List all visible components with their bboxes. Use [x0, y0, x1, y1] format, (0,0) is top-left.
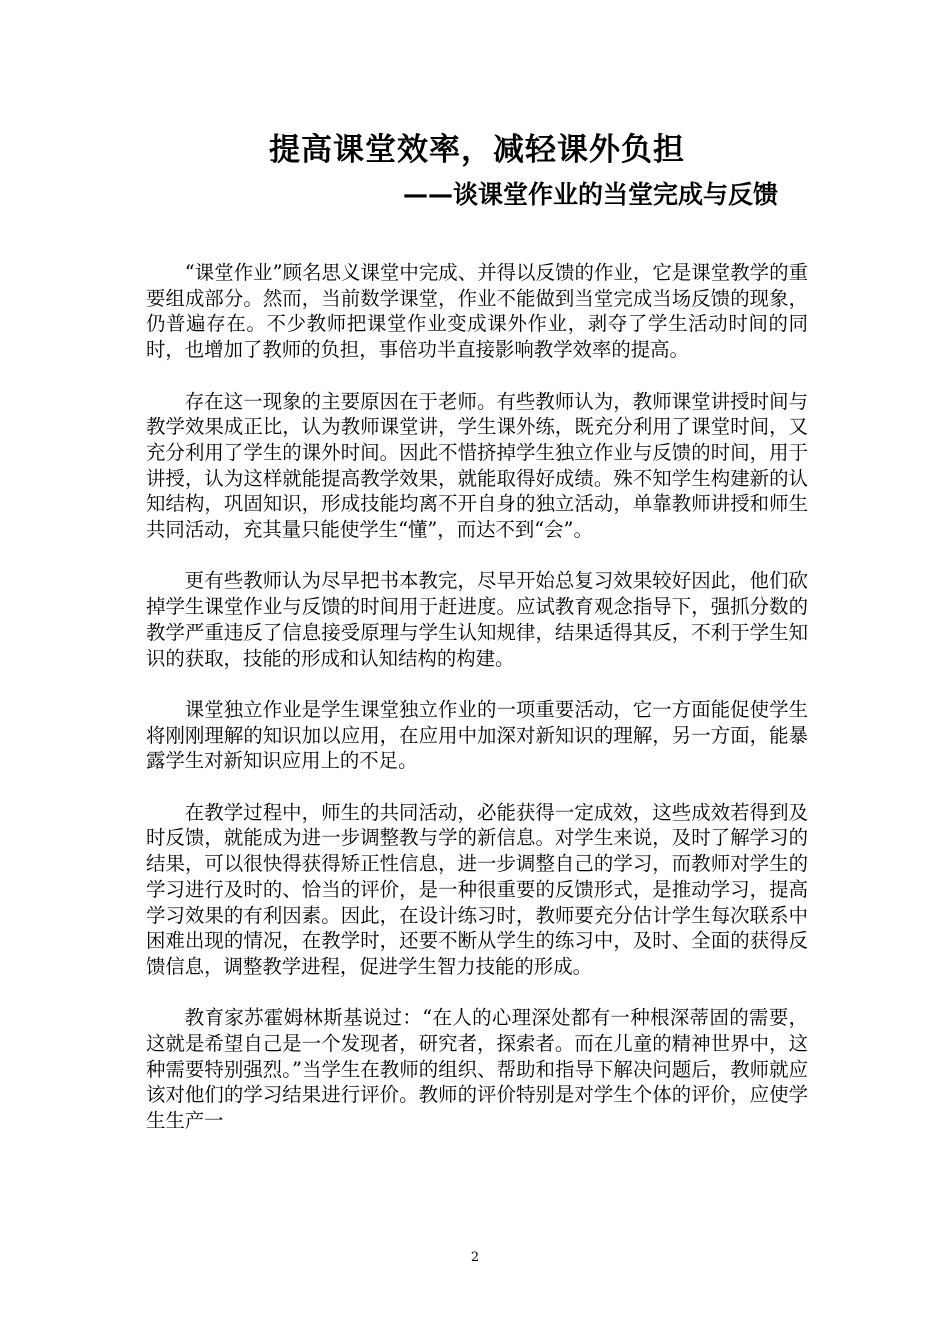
document-title: 提高课堂效率，减轻课外负担 [269, 132, 685, 168]
paragraph: 在教学过程中，师生的共同活动，必能获得一定成效，这些成效若得到及时反馈，就能成为进一步调整教与学的新信息。对学生来说，及时了解学习的结果，可以很快得获得矫正性信息，进一步调整自己的学习，而教师对学生的学习进行及时的、恰当的评价，是一种很重要的反馈形式，是推动学习，提高学习效果的有利因素。因此，在设计练习时，教师要充分估计学生每次联系中困难出现的情况，在教学时，还要不断从学生的练习中，及时、全面的获得反馈信息，调整教学进程，促进学生智力技能的形成。 [146, 800, 808, 978]
paragraph: “课堂作业”顾名思义课堂中完成、并得以反馈的作业，它是课堂教学的重要组成部分。然而，当前数学课堂，作业不能做到当堂完成当场反馈的现象，仍普遍存在。不少教师把课堂作业变成课外作业，剥夺了学生活动时间的同时，也增加了教师的负担，事倍功半直接影响教学效率的提高。 [146, 261, 808, 362]
document-page [146, 128, 808, 1160]
paragraph: 教育家苏霍姆林斯基说过：“在人的心理深处都有一种根深蒂固的需要，这就是希望自己是一个发现者，研究者，探索者。而在儿童的精神世界中，这种需要特别强烈。”当学生在教师的组织、帮助和指导下解决问题后，教师就应该对他们的学习结果进行评价。教师的评价特别是对学生个体的评价，应使学生生产一 [146, 1006, 808, 1133]
document-subtitle: ——谈课堂作业的当堂完成与反馈 [402, 180, 778, 209]
document-body [146, 260, 808, 1134]
paragraph: 存在这一现象的主要原因在于老师。有些教师认为，教师课堂讲授时间与教学效果成正比，认为教师课堂讲，学生课外练，既充分利用了课堂时间，又充分利用了学生的课外时间。因此不惜挤掉学生独立作业与反馈的时间，用于讲授，认为这样就能提高教学效果，就能取得好成绩。殊不知学生构建新的认知结构，巩固知识，形成技能均离不开自身的独立活动，单靠教师讲授和师生共同活动，充其量只能使学生“懂”，而达不到“会”。 [146, 389, 808, 542]
page-number: 2 [470, 1250, 480, 1265]
paragraph: 课堂独立作业是学生课堂独立作业的一项重要活动，它一方面能促使学生将刚刚理解的知识加以应用，在应用中加深对新知识的理解，另一方面，能暴露学生对新知识应用上的不足。 [146, 697, 808, 773]
paragraph: 更有些教师认为尽早把书本教完，尽早开始总复习效果较好因此，他们砍掉学生课堂作业与反馈的时间用于赶进度。应试教育观念指导下，强抓分数的教学严重违反了信息接受原理与学生认知规律，结果适得其反，不利于学生知识的获取，技能的形成和认知结构的构建。 [146, 569, 808, 670]
